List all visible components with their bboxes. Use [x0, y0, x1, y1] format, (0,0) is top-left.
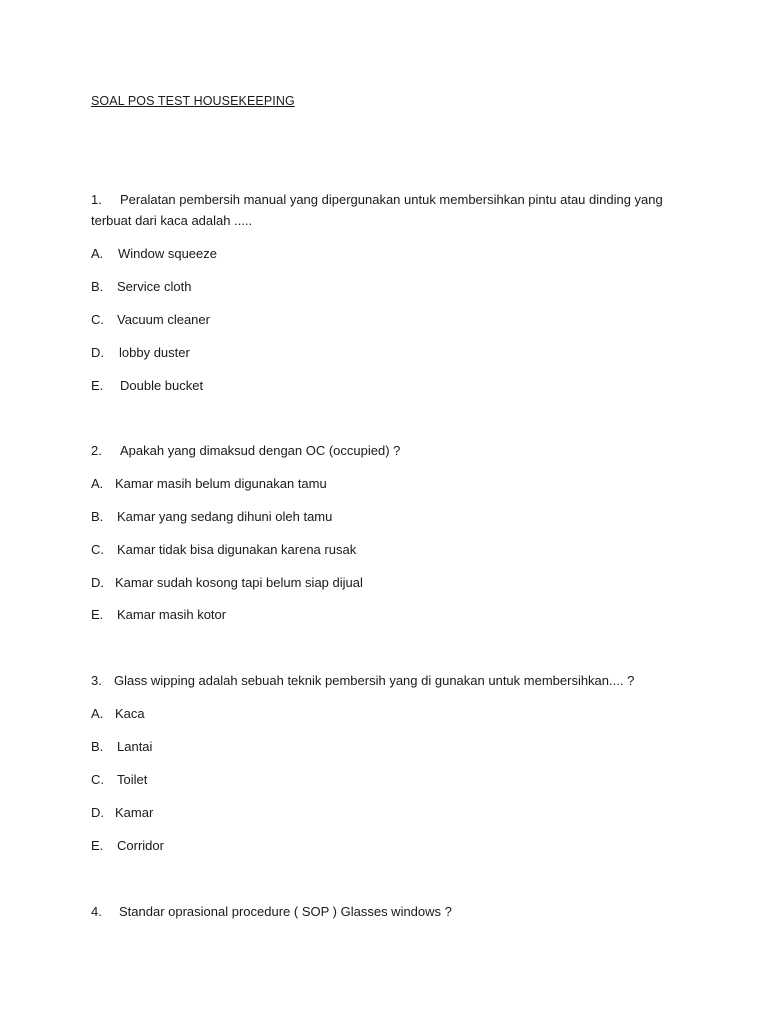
question-text: Standar oprasional procedure ( SOP ) Glasses windows ?: [119, 904, 452, 919]
question-text-continued: terbuat dari kaca adalah .....: [91, 213, 253, 228]
option-letter: C.: [91, 772, 104, 787]
option-letter: A.: [91, 246, 104, 261]
option-letter: B.: [91, 509, 104, 524]
option-letter: D.: [91, 805, 104, 820]
document-title: SOAL POS TEST HOUSEKEEPING: [91, 94, 295, 108]
option-letter: E.: [91, 607, 104, 622]
option-text: Toilet: [117, 772, 148, 787]
question-number: 2.: [91, 443, 102, 458]
question-number: 4.: [91, 904, 102, 919]
option-letter: D.: [91, 575, 104, 590]
option-letter: C.: [91, 312, 104, 327]
option-text: Kamar sudah kosong tapi belum siap dijual: [115, 575, 363, 590]
option-letter: A.: [91, 706, 104, 721]
question-text: Glass wipping adalah sebuah teknik pembersih yang di gunakan untuk membersihkan.... ?: [114, 673, 635, 688]
option-letter: A.: [91, 476, 104, 491]
option-text: Corridor: [117, 838, 164, 853]
option-text: Double bucket: [120, 378, 204, 393]
option-text: Kamar tidak bisa digunakan karena rusak: [117, 542, 357, 557]
option-text: Service cloth: [117, 279, 192, 294]
option-text: Window squeeze: [118, 246, 217, 261]
question-number: 3.: [91, 673, 102, 688]
option-letter: D.: [91, 345, 104, 360]
option-letter: B.: [91, 739, 104, 754]
option-letter: E.: [91, 378, 104, 393]
option-text: Kamar: [115, 805, 154, 820]
option-text: Kamar yang sedang dihuni oleh tamu: [117, 509, 333, 524]
option-text: Kamar masih belum digunakan tamu: [115, 476, 327, 491]
option-text: Lantai: [117, 739, 153, 754]
question-number: 1.: [91, 192, 102, 207]
option-letter: B.: [91, 279, 104, 294]
option-letter: E.: [91, 838, 104, 853]
question-text: Apakah yang dimaksud dengan OC (occupied) ?: [120, 443, 401, 458]
option-text: Vacuum cleaner: [117, 312, 210, 327]
option-letter: C.: [91, 542, 104, 557]
question-text: Peralatan pembersih manual yang dipergunakan untuk membersihkan pintu atau dinding yang: [120, 192, 663, 207]
option-text: Kamar masih kotor: [117, 607, 227, 622]
option-text: Kaca: [115, 706, 145, 721]
option-text: lobby duster: [119, 345, 190, 360]
